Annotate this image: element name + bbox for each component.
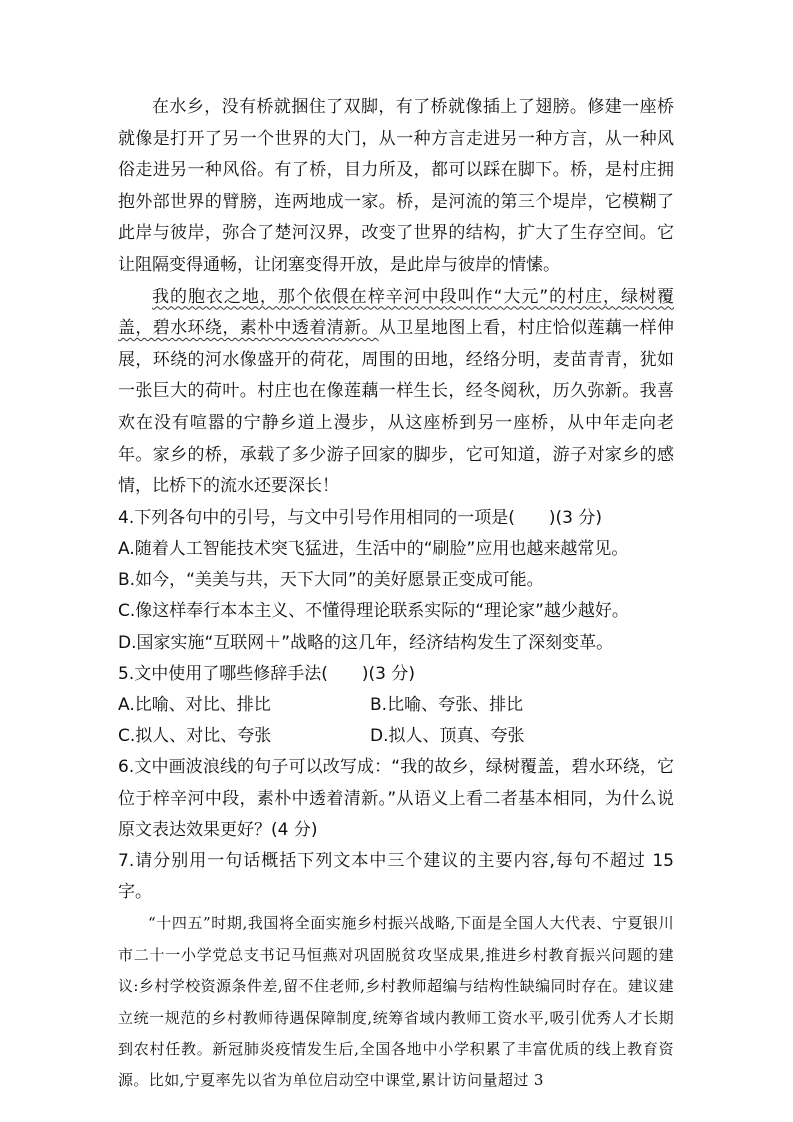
question-7-material: “十四五”时期,我国将全面实施乡村振兴战略,下面是全国人大代表、宁夏银川市二十一小学党总支书记马恒燕对巩固脱贫攻坚成果,推进乡村教育振兴问题的建议:乡村学校资源条件差,留不住老师,乡村教师超编与结构性缺编同时存在。建议建立统一规范的乡村教师待遇保障制度,统筹省域内教师工资水平,吸引优秀人才长期到农村任教。新冠肺炎疫情发生后,全国各地中小学积累了丰富优质的线上教育资源。比如,宁夏率先以省为单位启动空中课堂,累计访问量超过 3 <box>118 914 674 1090</box>
question-6: 6.文中画波浪线的句子可以改写成：“我的故乡，绿树覆盖，碧水环绕，它位于梓辛河中段，素朴中透着清新。”从语义上看二者基本相同，为什么说原文表达效果更好？(4 分) <box>118 757 674 840</box>
question-4-option-c: C.像这样奉行本本主义、不懂得理论联系实际的“理论家”越少越好。 <box>118 601 629 622</box>
question-4-option-a: A.随着人工智能技术突飞猛进，生活中的“刷脸”应用也越来越常见。 <box>118 538 629 559</box>
question-5-option-b: B.比喻、夸张、排比 <box>370 694 524 715</box>
question-5-option-d: D.拟人、顶真、夸张 <box>370 726 525 747</box>
question-5-stem: 5.文中使用了哪些修辞手法( )(3 分) <box>118 663 415 684</box>
passage-paragraph-2 <box>118 282 674 503</box>
question-4-option-d: D.国家实施“互联网＋”战略的这几年，经济结构发生了深刻变革。 <box>118 632 614 653</box>
question-4-stem: 4.下列各句中的引号，与文中引号作用相同的一项是( )(3 分) <box>118 507 602 528</box>
passage-paragraph-2-rest: 从卫星地图上看，村庄恰似莲藕一样伸展，环绕的河水像盛开的荷花，周围的田地，经络分明，麦苗青青，犹如一张巨大的荷叶。村庄也在像莲藕一样生长，经冬阅秋，历久弥新。我喜欢在没有喧嚣的宁静乡道上漫步，从这座桥到另一座桥，从中年走向老年。家乡的桥，承载了多少游子回家的脚步，它可知道，游子对家乡的感情，比桥下的流水还要深长！ <box>118 318 675 497</box>
wavy-underlined-sentence: 我的胞衣之地，那个依偎在梓辛河中段叫作“大元”的村庄，绿树覆盖，碧水环绕，素朴中透着清新。 <box>118 286 674 339</box>
question-5 <box>118 659 674 753</box>
question-5-option-c: C.拟人、对比、夸张 <box>118 726 272 747</box>
question-4 <box>118 503 674 659</box>
question-7-stem: 7.请分别用一句话概括下列文本中三个建议的主要内容,每句不超过 15 字。 <box>118 850 674 903</box>
question-4-option-b: B.如今，“美美与共，天下大同”的美好愿景正变成可能。 <box>118 570 544 591</box>
question-5-option-a: A.比喻、对比、排比 <box>118 694 271 715</box>
passage-paragraph-1: 在水乡，没有桥就捆住了双脚，有了桥就像插上了翅膀。修建一座桥就像是打开了另一个世界的大门，从一种方言走进另一种方言，从一种风俗走进另一种风俗。有了桥，目力所及，都可以踩在脚下。桥，是村庄拥抱外部世界的臂膀，连两地成一家。桥，是河流的第三个堤岸，它模糊了此岸与彼岸，弥合了楚河汉界，改变了世界的结构，扩大了生存空间。它让阻隔变得通畅，让闭塞变得开放，是此岸与彼岸的情愫。 <box>118 97 674 275</box>
question-5-options <box>118 690 674 752</box>
document-content <box>118 92 674 1097</box>
